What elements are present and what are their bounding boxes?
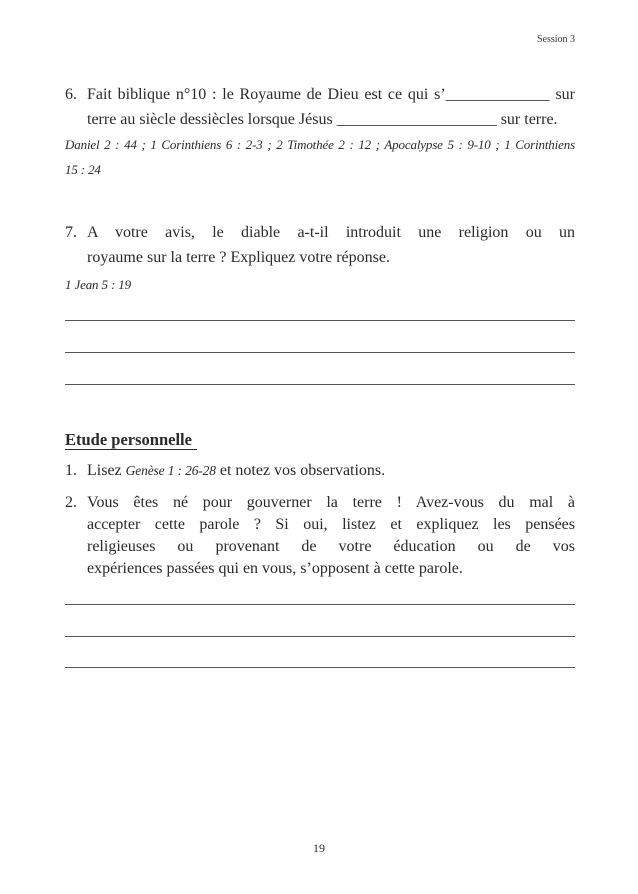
study-item-1-number: 1.: [65, 462, 77, 479]
study-item-1-reference: Genèse 1 : 26-28: [125, 463, 216, 478]
study-item-1-prefix: Lisez: [87, 462, 122, 479]
study-item-2-line: religieuses ou provenant de votre éducation ou de vos: [87, 538, 575, 555]
study-item-2-line: expériences passées qui en vous, s’opposent à cette parole.: [87, 560, 463, 577]
session-header: Session 3: [536, 34, 575, 45]
question-7-reference: 1 Jean 5 : 19: [65, 277, 131, 292]
section-title: [65, 428, 197, 452]
answer-line: [65, 604, 575, 605]
answer-line: [65, 384, 575, 385]
answer-line: [65, 320, 575, 321]
question-6-references: 15 : 24: [65, 162, 101, 177]
study-item-2-number: 2.: [65, 494, 77, 511]
question-6-number: 6.: [65, 86, 77, 103]
answer-line: [65, 352, 575, 353]
question-7-line: A votre avis, le diable a-t-il introduit une religion ou un: [87, 224, 575, 241]
question-6-line: Fait biblique n°10 : le Royaume de Dieu est ce qui s’_____________ sur: [87, 86, 575, 103]
question-6-references: Daniel 2 : 44 ; 1 Corinthiens 6 : 2-3 ; 2 Timothée 2 : 12 ; Apocalypse 5 : 9-10 ; 1 Corinthiens: [65, 137, 575, 152]
question-7-line: royaume sur la terre ? Expliquez votre réponse.: [87, 249, 390, 266]
study-item-1-text: [87, 459, 575, 483]
question-6-line: terre au siècle dessiècles lorsque Jésus ____________________ sur terre.: [87, 111, 558, 128]
section-title-text: Etude personnelle: [65, 431, 197, 450]
page-number: 19: [313, 841, 325, 855]
study-item-1-suffix: et notez vos observations.: [219, 462, 386, 479]
study-item-2-line: Vous êtes né pour gouverner la terre ! Avez-vous du mal à: [87, 494, 575, 511]
answer-line: [65, 636, 575, 637]
question-7-number: 7.: [65, 224, 77, 241]
study-item-2-line: accepter cette parole ? Si oui, listez et expliquez les pensées: [87, 516, 575, 533]
answer-line: [65, 667, 575, 668]
